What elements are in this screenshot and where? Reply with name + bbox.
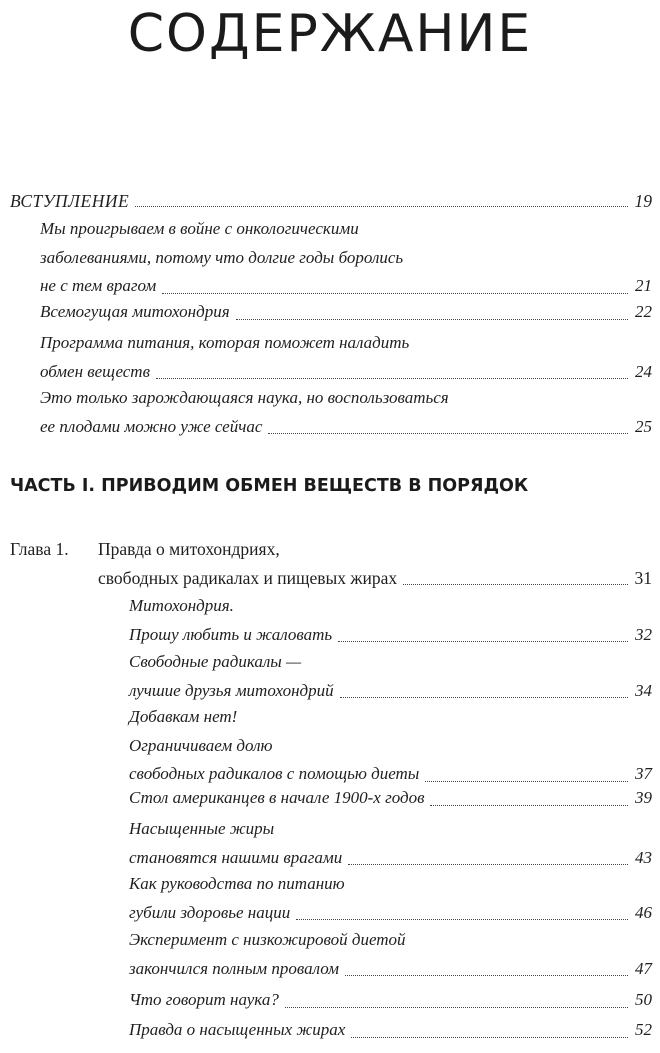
toc-intro-row[interactable] [10,188,652,214]
page-number: 32 [635,624,652,644]
section-line: закончился полным провалом [129,958,339,978]
dot-leader [296,919,628,920]
toc-entry[interactable] [40,384,652,441]
toc-section[interactable] [129,703,652,789]
section-line: Добавкам нет! [129,707,238,726]
toc-section[interactable] [129,648,652,705]
dot-leader [135,206,628,207]
part-heading: ЧАСТЬ I. ПРИВОДИМ ОБМЕН ВЕЩЕСТВ В ПОРЯДОК [10,476,529,496]
chapter-title-line: Правда о митохондриях, [98,539,280,559]
page-number: 24 [635,361,652,381]
page-number: 52 [635,1020,652,1039]
dot-leader [345,975,628,976]
chapter-title-line: свободных радикалах и пищевых жирах [98,567,398,588]
toc-entry[interactable] [40,298,652,327]
page-number: 22 [635,302,652,321]
dot-leader [156,378,628,379]
toc-section[interactable] [129,986,652,1015]
section-line: Ограничиваем долю [129,735,273,755]
toc-section[interactable] [129,1016,652,1045]
toc-entry[interactable] [40,329,652,386]
entry-line: Всемогущая митохондрия [40,302,230,321]
toc-chapter-entry[interactable] [98,535,652,592]
section-line: губили здоровье нации [129,902,291,922]
section-line: Прошу любить и жаловать [129,624,333,644]
entry-line: заболеваниями, потому что долгие годы боролись [40,247,404,267]
page-number: 21 [635,276,652,295]
section-line: становятся нашими врагами [129,847,343,867]
entry-line: не с тем врагом [40,276,157,295]
section-line: Эксперимент с низкожировой диетой [129,930,406,949]
toc-section[interactable] [129,926,652,983]
toc-section[interactable] [129,815,652,872]
section-line: Правда о насыщенных жирах [129,1020,346,1039]
toc-section[interactable] [129,784,652,813]
section-line: Митохондрия. [129,596,234,615]
page-number: 31 [634,567,652,588]
section-line: Свободные радикалы — [129,652,302,671]
toc-entry[interactable] [40,215,652,301]
section-line: Как руководства по питанию [129,874,345,893]
page-number: 43 [635,847,652,867]
section-line: Насыщенные жиры [129,819,275,838]
dot-leader [425,781,628,782]
toc-section[interactable] [129,870,652,927]
dot-leader [430,805,628,806]
dot-leader [351,1037,628,1038]
entry-line: Программа питания, которая поможет наладить [40,333,410,352]
toc-intro-label: ВСТУПЛЕНИЕ [10,191,130,211]
page-number: 39 [635,788,652,807]
dot-leader [338,641,628,642]
page-number: 34 [635,680,652,700]
page-number: 25 [635,416,652,436]
dot-leader [268,433,628,434]
section-line: лучшие друзья митохондрий [129,680,334,700]
toc-section[interactable] [129,592,652,649]
section-line: свободных радикалов с помощью диеты [129,764,420,783]
page-title: СОДЕРЖАНИЕ [127,4,533,64]
page-number: 50 [635,990,652,1009]
entry-line: Мы проигрываем в войне с онкологическими [40,219,359,238]
section-line: Стол американцев в начале 1900-х годов [129,788,425,807]
dot-leader [348,864,628,865]
page-number: 46 [635,902,652,922]
dot-leader [340,697,628,698]
dot-leader [403,584,628,585]
entry-line: Это только зарождающаяся наука, но воспользоваться [40,388,449,407]
dot-leader [162,293,628,294]
entry-line: ее плодами можно уже сейчас [40,416,263,436]
page-number: 47 [635,958,652,978]
chapter-label: Глава 1. [10,539,69,559]
page-number: 37 [635,764,652,783]
section-line: Что говорит наука? [129,990,279,1009]
page-number: 19 [634,191,652,211]
entry-line: обмен веществ [40,361,150,381]
dot-leader [285,1007,628,1008]
dot-leader [236,319,628,320]
